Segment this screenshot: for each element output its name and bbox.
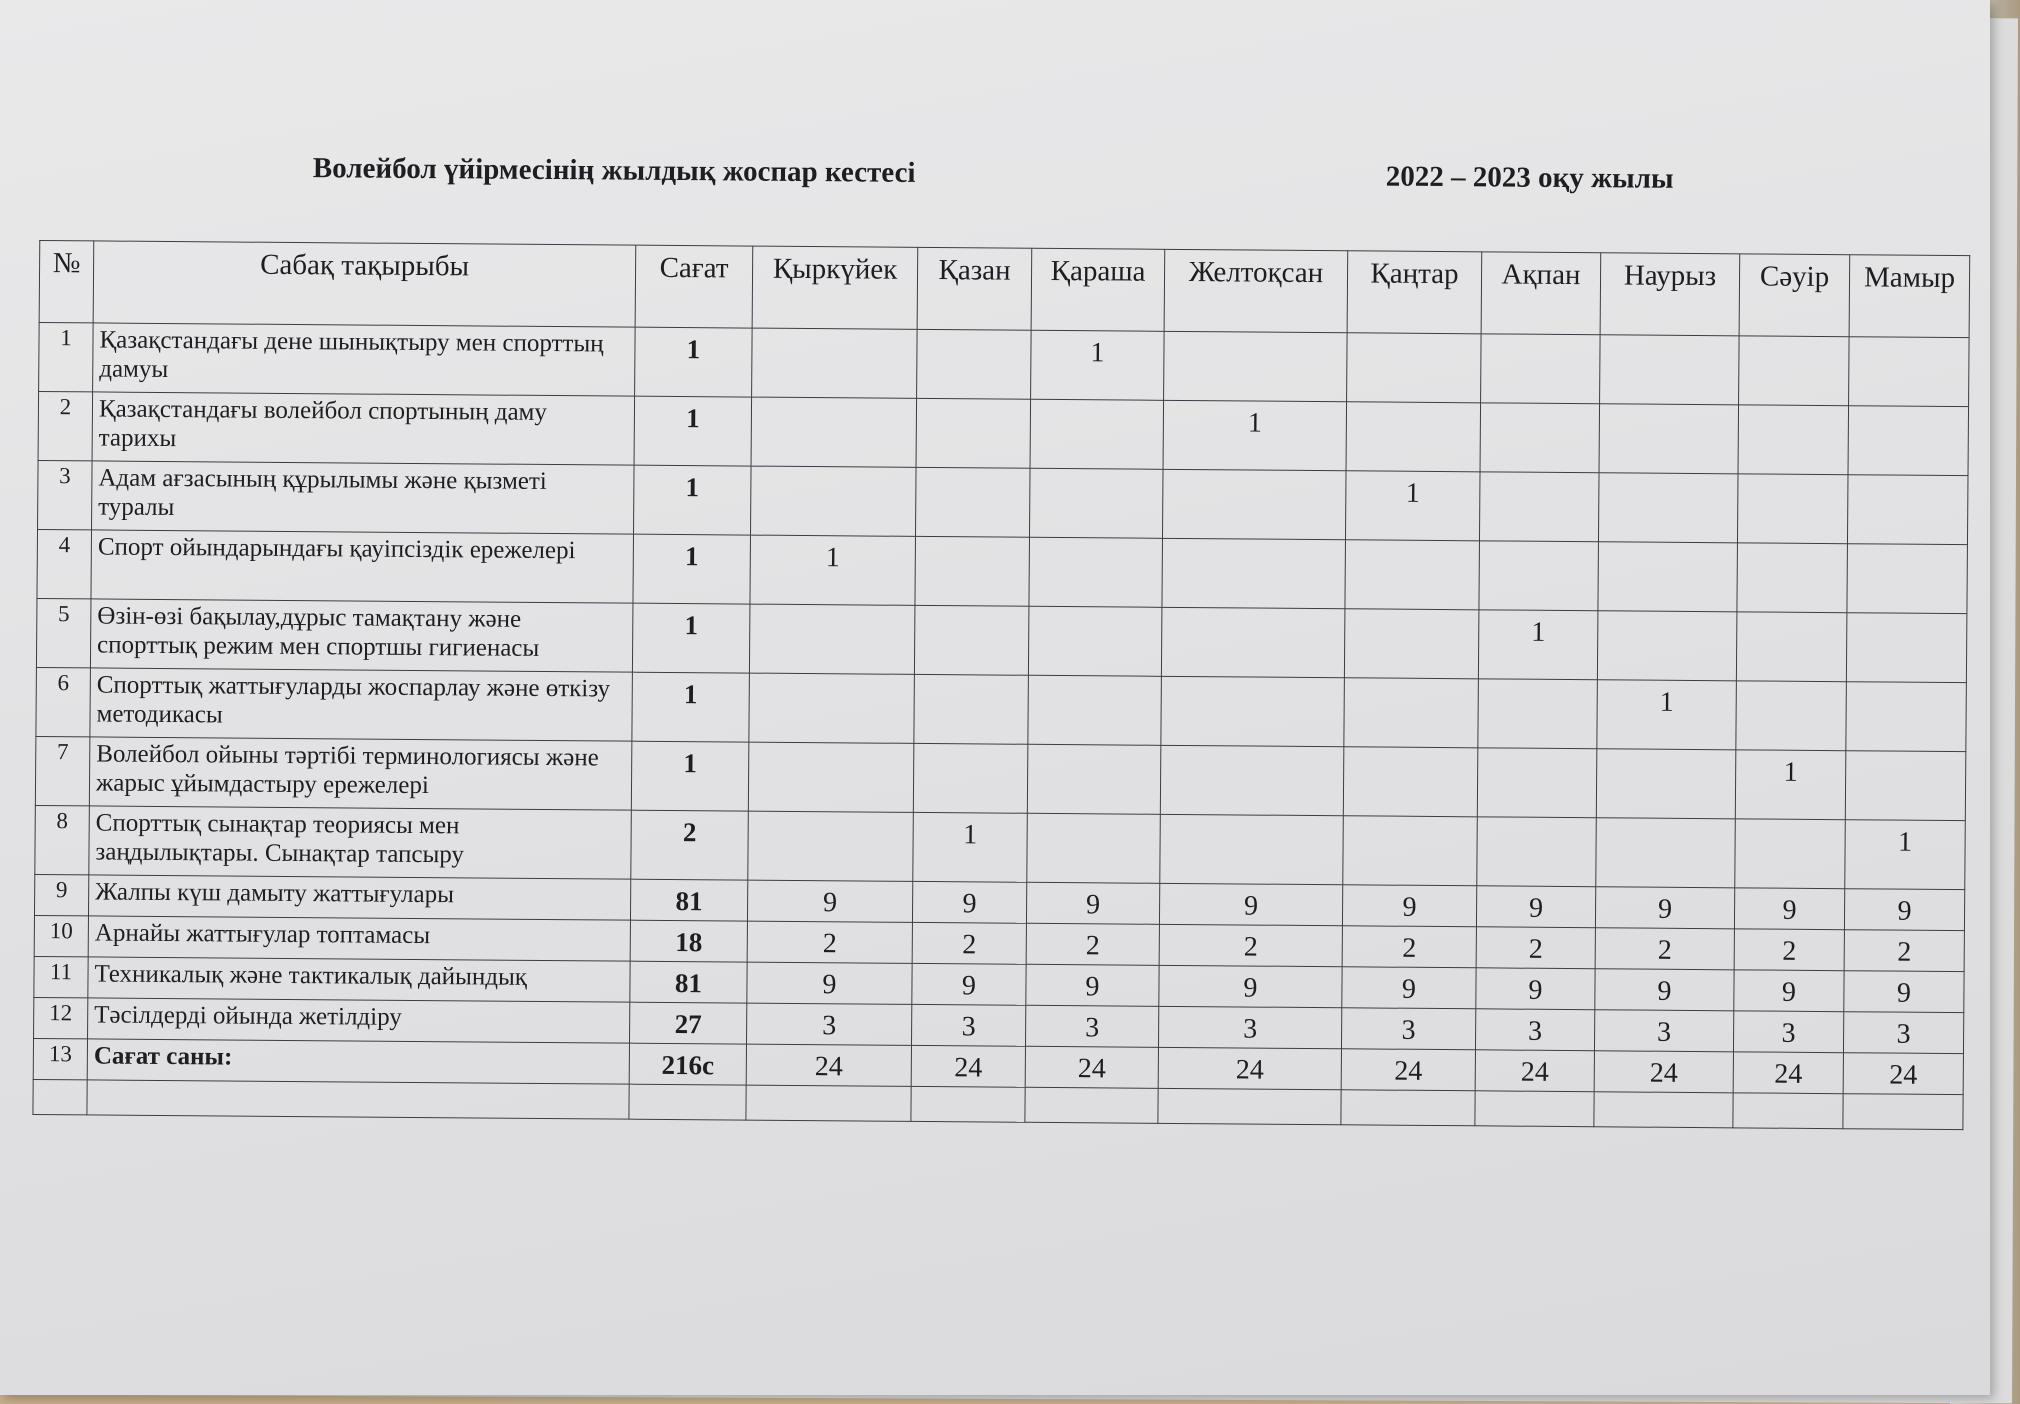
month-cell: 1: [1163, 400, 1347, 470]
month-cell: [1027, 744, 1161, 814]
month-cell: 9: [1026, 964, 1159, 1006]
row-number: 7: [35, 736, 90, 805]
month-cell: [1479, 472, 1599, 542]
empty-cell: [1843, 1094, 1963, 1130]
column-header: Наурыз: [1600, 253, 1740, 336]
month-cell: 1: [1597, 680, 1737, 750]
hours-cell: 1: [633, 534, 751, 604]
month-cell: [1160, 745, 1344, 815]
month-cell: [748, 811, 914, 881]
month-cell: 9: [1595, 887, 1734, 929]
hours-cell: 1: [632, 672, 750, 742]
month-cell: [1162, 469, 1346, 539]
month-cell: 2: [1734, 929, 1844, 971]
annual-plan-table: [32, 240, 1970, 1130]
month-cell: [913, 743, 1028, 813]
month-cell: [1846, 613, 1967, 683]
month-cell: [1736, 612, 1847, 682]
month-cell: [1480, 403, 1600, 473]
month-cell: [914, 605, 1029, 675]
hours-cell: 216с: [629, 1043, 746, 1085]
month-cell: 9: [1595, 969, 1734, 1011]
month-cell: 9: [1026, 882, 1159, 924]
month-cell: [1164, 331, 1348, 401]
month-cell: [1161, 676, 1345, 746]
month-cell: 1: [913, 812, 1028, 882]
document-title: Волейбол үйірмесінің жылдық жоспар кестесі: [312, 152, 916, 189]
hours-cell: 1: [634, 396, 752, 466]
month-cell: 9: [1844, 889, 1964, 931]
month-cell: [1030, 399, 1164, 469]
month-cell: 1: [1735, 750, 1846, 820]
month-cell: 9: [1342, 967, 1476, 1009]
empty-cell: [33, 1079, 87, 1114]
lesson-topic: Жалпы күш дамыту жаттығулары: [88, 875, 630, 920]
lesson-topic: Спорт ойындарындағы қауіпсіздік ережелері: [91, 530, 634, 603]
month-cell: 24: [1594, 1051, 1733, 1093]
lesson-topic: Адам ағзасының құрылымы және қызметі туралы: [92, 461, 635, 534]
month-cell: [917, 329, 1032, 399]
month-cell: [1847, 475, 1968, 545]
row-number: 10: [34, 915, 88, 956]
lesson-topic: Өзін-өзі бақылау,дұрыс тамақтану және спорттық режим мен спортшы гигиенасы: [90, 599, 633, 672]
empty-cell: [1475, 1091, 1594, 1127]
month-cell: 1: [750, 535, 916, 605]
row-number: 6: [36, 667, 91, 736]
table-header-row: [39, 241, 1970, 338]
month-cell: [1345, 540, 1480, 610]
month-cell: [752, 328, 918, 398]
month-cell: [1735, 819, 1846, 889]
empty-cell: [1158, 1088, 1341, 1124]
month-cell: 2: [747, 921, 912, 963]
column-header: Қазан: [917, 247, 1032, 330]
month-cell: 24: [746, 1044, 911, 1086]
month-cell: [1343, 816, 1478, 886]
empty-cell: [1341, 1090, 1475, 1126]
month-cell: [1598, 473, 1738, 543]
month-cell: [1478, 679, 1598, 749]
month-cell: 2: [1844, 930, 1964, 972]
month-cell: 3: [1341, 1008, 1475, 1050]
month-cell: [1346, 402, 1481, 472]
month-cell: 3: [911, 1004, 1025, 1046]
month-cell: 9: [1159, 883, 1342, 925]
hours-cell: 1: [631, 741, 749, 811]
month-cell: [1845, 751, 1966, 821]
month-cell: [1599, 404, 1739, 474]
month-cell: 3: [1594, 1010, 1733, 1052]
month-cell: 9: [1476, 968, 1595, 1010]
hours-cell: 1: [634, 465, 752, 535]
month-cell: [1847, 544, 1968, 614]
month-cell: [1477, 817, 1597, 887]
lesson-topic: Техникалық және тактикалық дайындық: [88, 957, 630, 1002]
month-cell: [751, 397, 917, 467]
month-cell: [1477, 748, 1597, 818]
row-number: 3: [38, 460, 93, 529]
month-cell: [1736, 681, 1847, 751]
month-cell: [1597, 611, 1737, 681]
month-cell: 1: [1478, 610, 1598, 680]
academic-year: 2022 – 2023 оқу жылы: [1385, 160, 1674, 195]
empty-cell: [1733, 1093, 1843, 1129]
hours-cell: 1: [632, 603, 750, 673]
document-content: [32, 150, 1970, 1130]
month-cell: 24: [1158, 1047, 1341, 1089]
month-cell: 24: [1843, 1053, 1963, 1095]
lesson-topic: Спорттық жаттығуларды жоспарлау және өткізу методикасы: [90, 668, 633, 741]
month-cell: [1737, 543, 1848, 613]
empty-cell: [629, 1084, 746, 1120]
row-number: 8: [35, 805, 90, 874]
lesson-topic: Қазақстандағы волейбол спортының даму тарихы: [92, 392, 635, 465]
month-cell: [1029, 468, 1163, 538]
month-cell: [1848, 406, 1969, 476]
column-header: Қаңтар: [1347, 251, 1482, 334]
month-cell: 9: [1844, 971, 1964, 1013]
column-header: Желтоқсан: [1164, 249, 1348, 332]
month-cell: 2: [912, 922, 1026, 964]
month-cell: [915, 467, 1030, 537]
month-cell: 9: [912, 963, 1026, 1005]
month-cell: 3: [746, 1003, 911, 1045]
month-cell: 1: [1345, 471, 1480, 541]
empty-cell: [87, 1080, 629, 1119]
hours-cell: 81: [630, 879, 747, 921]
row-number: 12: [34, 997, 88, 1038]
month-cell: [750, 466, 916, 536]
column-header: Сабақ тақырыбы: [93, 241, 636, 327]
month-cell: 9: [747, 880, 912, 922]
month-cell: [1347, 333, 1482, 403]
row-number: 5: [36, 598, 91, 667]
month-cell: [915, 536, 1030, 606]
column-header: Мамыр: [1849, 255, 1970, 338]
month-cell: [749, 673, 915, 743]
column-header: Сағат: [635, 245, 753, 328]
empty-cell: [746, 1085, 911, 1121]
month-cell: 2: [1342, 926, 1476, 968]
column-header: №: [39, 241, 94, 323]
month-cell: [749, 604, 915, 674]
hours-cell: 27: [630, 1002, 747, 1044]
month-cell: 1: [1031, 330, 1165, 400]
month-cell: 1: [1845, 820, 1966, 890]
month-cell: [1344, 609, 1479, 679]
month-cell: [914, 674, 1029, 744]
month-cell: 9: [1734, 970, 1844, 1012]
month-cell: 24: [1733, 1052, 1843, 1094]
month-cell: [1344, 678, 1479, 748]
month-cell: 9: [1476, 886, 1595, 928]
row-number: 2: [38, 391, 93, 460]
month-cell: [1738, 405, 1849, 475]
column-header: Қыркүйек: [752, 246, 918, 329]
lesson-topic: Арнайы жаттығулар топтамасы: [88, 916, 630, 961]
month-cell: 2: [1026, 923, 1159, 965]
lesson-topic: Сағат саны:: [87, 1039, 629, 1084]
lesson-topic: Спорттық сынақтар теориясы мен заңдылықтары. Сынақтар тапсыру: [89, 806, 632, 879]
month-cell: 9: [747, 962, 912, 1004]
month-cell: 9: [1734, 888, 1844, 930]
month-cell: 3: [1025, 1005, 1158, 1047]
month-cell: 24: [911, 1045, 1025, 1087]
row-number: 13: [33, 1038, 87, 1079]
month-cell: [1739, 336, 1850, 406]
row-number: 9: [34, 874, 88, 915]
month-cell: 24: [1475, 1050, 1594, 1092]
month-cell: 2: [1159, 924, 1342, 966]
month-cell: [1028, 675, 1162, 745]
lesson-topic: Қазақстандағы дене шынықтыру мен спорттың дамуы: [93, 323, 636, 396]
hours-cell: 81: [630, 961, 747, 1003]
row-number: 11: [34, 956, 88, 997]
row-number: 1: [39, 322, 94, 391]
month-cell: 3: [1475, 1009, 1594, 1051]
month-cell: [1846, 682, 1967, 752]
month-cell: [1596, 749, 1736, 819]
month-cell: 9: [912, 881, 1026, 923]
table-body: [33, 322, 1969, 1129]
lesson-topic: Тәсілдерді ойында жетілдіру: [88, 998, 630, 1043]
month-cell: [1600, 335, 1740, 405]
month-cell: [1028, 606, 1162, 676]
month-cell: 3: [1733, 1011, 1843, 1053]
month-cell: [1737, 474, 1848, 544]
empty-cell: [1594, 1092, 1733, 1128]
month-cell: [916, 398, 1031, 468]
month-cell: [1161, 607, 1345, 677]
hours-cell: 18: [630, 920, 747, 962]
month-cell: [1029, 537, 1163, 607]
month-cell: [1343, 747, 1478, 817]
hours-cell: 2: [631, 810, 749, 880]
month-cell: 24: [1025, 1046, 1158, 1088]
month-cell: [1596, 818, 1736, 888]
column-header: Сәуір: [1739, 254, 1850, 337]
month-cell: 9: [1159, 965, 1342, 1007]
month-cell: [1598, 542, 1738, 612]
month-cell: [1160, 814, 1344, 884]
month-cell: [748, 742, 914, 812]
month-cell: [1849, 337, 1970, 407]
empty-cell: [911, 1086, 1025, 1122]
header: [39, 150, 1970, 255]
month-cell: 3: [1843, 1012, 1963, 1054]
month-cell: 9: [1342, 885, 1476, 927]
month-cell: 3: [1158, 1006, 1341, 1048]
lesson-topic: Волейбол ойыны тәртібі терминологиясы және жарыс ұйымдастыру ережелері: [89, 737, 632, 810]
month-cell: 2: [1595, 928, 1734, 970]
month-cell: 24: [1341, 1049, 1475, 1091]
month-cell: [1479, 541, 1599, 611]
row-number: 4: [37, 529, 92, 598]
month-cell: 2: [1476, 927, 1595, 969]
column-header: Ақпан: [1481, 252, 1601, 335]
hours-cell: 1: [635, 327, 753, 397]
empty-cell: [1025, 1087, 1158, 1123]
month-cell: [1162, 538, 1346, 608]
month-cell: [1027, 813, 1161, 883]
column-header: Қараша: [1031, 248, 1165, 331]
month-cell: [1481, 334, 1601, 404]
